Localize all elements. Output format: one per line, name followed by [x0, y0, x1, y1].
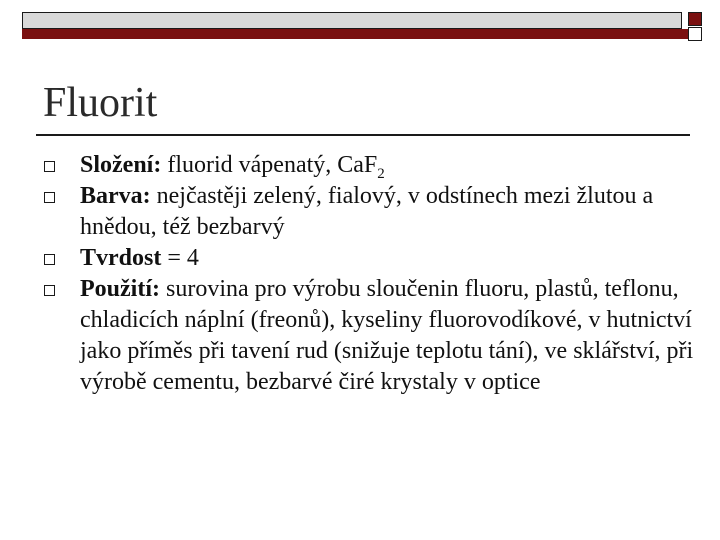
title-divider	[36, 134, 690, 136]
corner-square-outline-icon	[688, 27, 702, 41]
bullet-term: Složení:	[80, 152, 162, 178]
header-decoration-light-bar	[22, 12, 682, 29]
bullet-item-barva	[44, 181, 694, 243]
header-decoration-dark-bar	[22, 29, 688, 39]
corner-square-filled-icon	[688, 12, 702, 26]
slide-title: Fluorit	[43, 80, 158, 126]
bullet-list	[44, 150, 694, 398]
bullet-text: = 4	[161, 245, 199, 271]
bullet-text: nejčastěji zelený, fialový, v odstínech mezi žlutou a hnědou, též bezbarvý	[80, 183, 654, 240]
bullet-term: Použití:	[80, 276, 160, 302]
hollow-square-bullet-icon	[44, 254, 55, 265]
hollow-square-bullet-icon	[44, 192, 55, 203]
bullet-item-slozeni	[44, 150, 694, 181]
bullet-term: Barva:	[80, 183, 151, 209]
formula-subscript: 2	[377, 165, 385, 182]
bullet-text: fluorid vápenatý, CaF	[161, 152, 378, 178]
bullet-item-pouziti	[44, 274, 694, 398]
hollow-square-bullet-icon	[44, 285, 55, 296]
hollow-square-bullet-icon	[44, 161, 55, 172]
bullet-text: surovina pro výrobu sloučenin fluoru, plastů, teflonu, chladicích náplní (freonů), kyseliny fluorovodíkové, v hutnictví jako příměs při tavení rud (snižuje teplotu tání), ve sklářství, při výrobě cementu, bezbarvé čiré krystaly v optice	[80, 276, 694, 395]
bullet-term: Tvrdost	[80, 245, 162, 271]
bullet-item-tvrdost	[44, 243, 694, 274]
